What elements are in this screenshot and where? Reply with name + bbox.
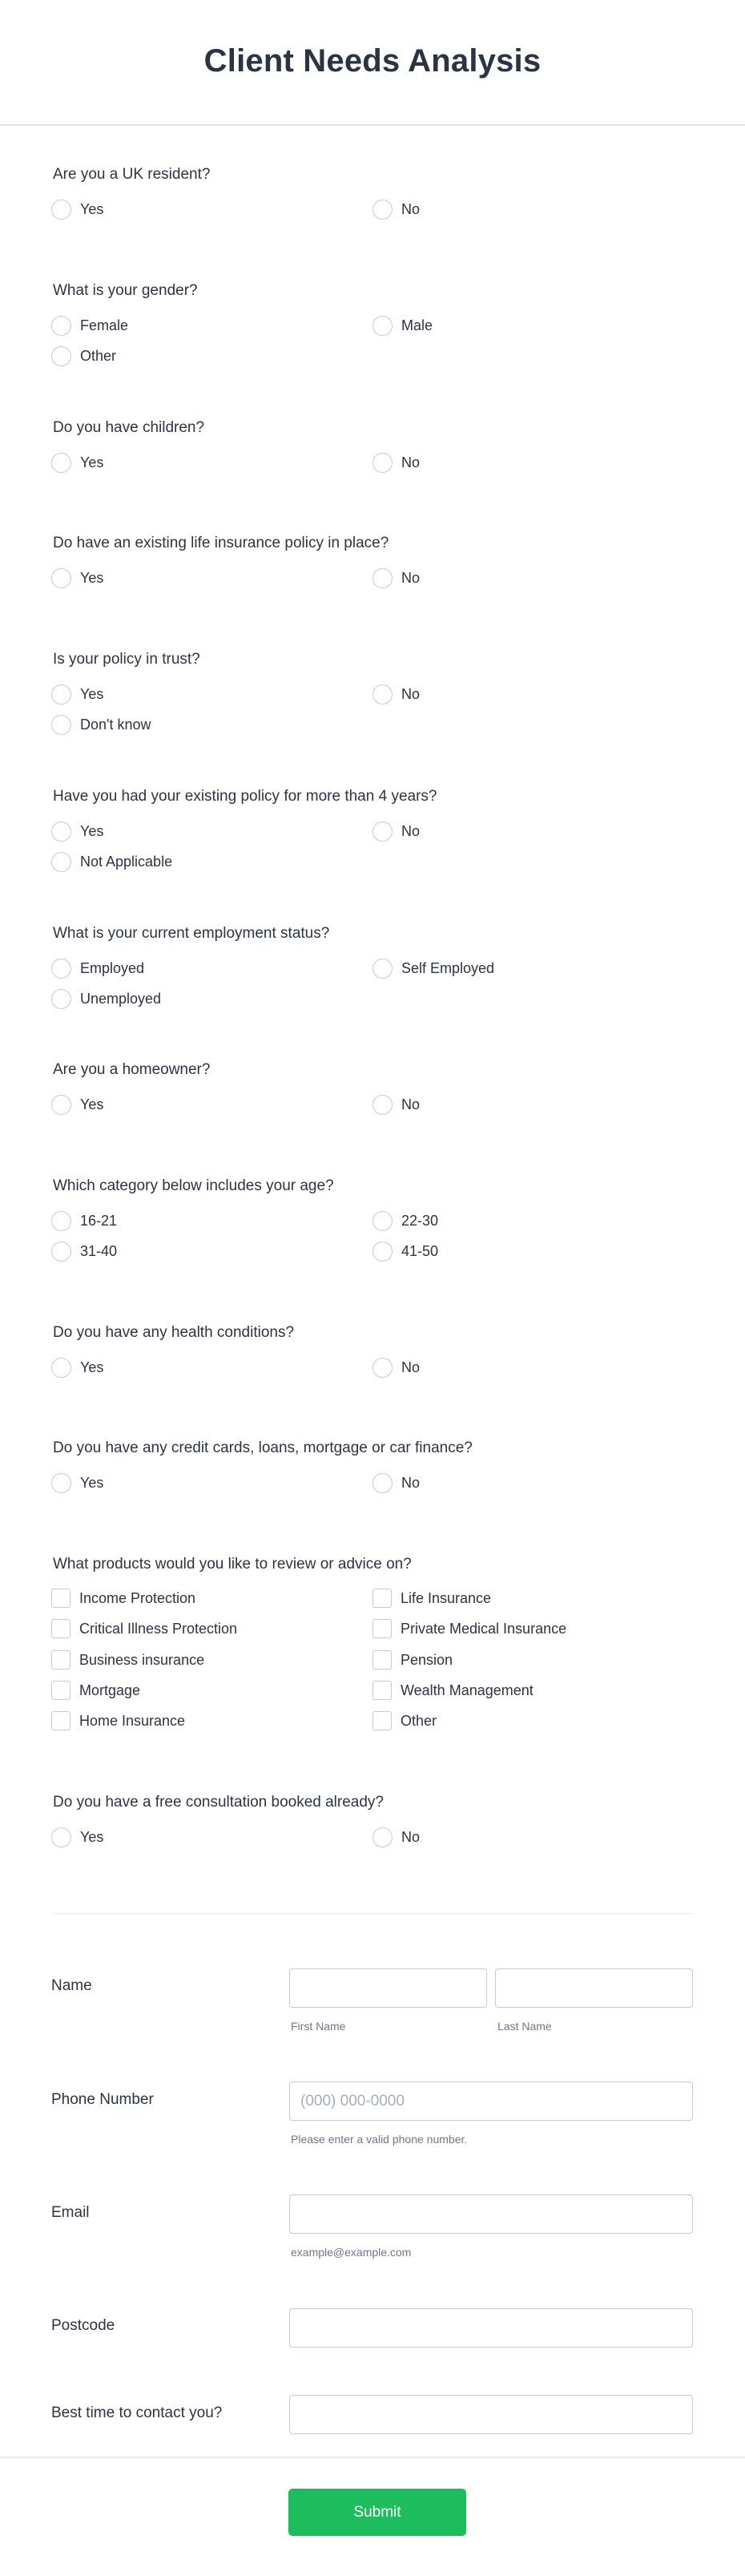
radio-homeowner-yes[interactable]: Yes	[51, 1094, 103, 1115]
checkbox-business-insurance[interactable]: Business insurance	[51, 1649, 204, 1670]
radio-circle-icon[interactable]	[51, 822, 71, 842]
checkbox-square-icon[interactable]	[372, 1619, 392, 1638]
radio-credit-no[interactable]: No	[372, 1472, 420, 1493]
radio-children-yes[interactable]: Yes	[51, 452, 103, 473]
radio-children-no[interactable]: No	[372, 452, 420, 473]
question-uk-resident-label: Are you a UK resident?	[53, 166, 211, 183]
email-input[interactable]	[289, 2194, 693, 2234]
radio-credit-yes[interactable]: Yes	[51, 1472, 103, 1493]
radio-policy-age-no[interactable]: No	[372, 821, 420, 842]
radio-circle-icon[interactable]	[51, 1095, 71, 1115]
footer-divider	[0, 2457, 745, 2458]
checkbox-critical-illness[interactable]: Critical Illness Protection	[51, 1618, 237, 1639]
radio-circle-icon[interactable]	[372, 316, 393, 336]
radio-consultation-no[interactable]: No	[372, 1827, 420, 1847]
radio-health-no[interactable]: No	[372, 1357, 420, 1378]
question-employment-label: What is your current employment status?	[53, 925, 330, 942]
radio-policy-age-yes[interactable]: Yes	[51, 821, 103, 842]
page-title: Client Needs Analysis	[203, 43, 542, 79]
radio-circle-icon[interactable]	[372, 1095, 393, 1115]
radio-circle-icon[interactable]	[372, 1211, 393, 1231]
checkbox-square-icon[interactable]	[372, 1681, 392, 1700]
radio-circle-icon[interactable]	[372, 684, 393, 705]
first-name-sublabel: First Name	[291, 2020, 346, 2033]
postcode-input[interactable]	[289, 2308, 693, 2348]
email-label: Email	[51, 2204, 90, 2221]
radio-circle-icon[interactable]	[372, 822, 393, 842]
question-children-label: Do you have children?	[53, 419, 205, 436]
phone-help-text: Please enter a valid phone number.	[291, 2133, 468, 2146]
radio-circle-icon[interactable]	[372, 1827, 393, 1847]
radio-circle-icon[interactable]	[51, 852, 71, 872]
postcode-label: Postcode	[51, 2317, 115, 2334]
checkbox-square-icon[interactable]	[51, 1650, 70, 1670]
question-existing-policy-label: Do have an existing life insurance policy in place?	[53, 535, 389, 551]
radio-health-yes[interactable]: Yes	[51, 1357, 103, 1378]
header-divider	[0, 124, 745, 126]
checkbox-square-icon[interactable]	[51, 1681, 70, 1700]
radio-circle-icon[interactable]	[372, 568, 393, 588]
question-homeowner-label: Are you a homeowner?	[53, 1061, 211, 1078]
radio-policy-trust-no[interactable]: No	[372, 684, 420, 705]
radio-circle-icon[interactable]	[51, 1211, 71, 1231]
radio-age-16-21[interactable]: 16-21	[51, 1210, 117, 1231]
question-health-label: Do you have any health conditions?	[53, 1324, 295, 1341]
radio-uk-resident-yes[interactable]: Yes	[51, 199, 103, 220]
radio-circle-icon[interactable]	[51, 1473, 71, 1493]
checkbox-square-icon[interactable]	[51, 1711, 70, 1730]
radio-consultation-yes[interactable]: Yes	[51, 1827, 103, 1847]
radio-circle-icon[interactable]	[51, 1242, 71, 1262]
radio-circle-icon[interactable]	[372, 1358, 393, 1378]
question-policy-trust-label: Is your policy in trust?	[53, 651, 200, 668]
radio-circle-icon[interactable]	[51, 1358, 71, 1378]
checkbox-other[interactable]: Other	[372, 1710, 437, 1731]
radio-circle-icon[interactable]	[51, 715, 71, 735]
best-time-label: Best time to contact you?	[51, 2404, 223, 2421]
radio-employment-employed[interactable]: Employed	[51, 958, 144, 979]
radio-policy-age-not-applicable[interactable]: Not Applicable	[51, 851, 172, 872]
radio-gender-other[interactable]: Other	[51, 345, 116, 366]
question-credit-label: Do you have any credit cards, loans, mortgage or car finance?	[53, 1439, 473, 1456]
radio-uk-resident-no[interactable]: No	[372, 199, 420, 220]
radio-gender-female[interactable]: Female	[51, 315, 128, 336]
radio-circle-icon[interactable]	[51, 989, 71, 1009]
phone-label: Phone Number	[51, 2091, 154, 2108]
radio-circle-icon[interactable]	[372, 453, 393, 473]
radio-circle-icon[interactable]	[372, 1242, 393, 1262]
radio-age-31-40[interactable]: 31-40	[51, 1241, 117, 1262]
best-time-input[interactable]	[289, 2395, 693, 2434]
radio-circle-icon[interactable]	[51, 1827, 71, 1847]
checkbox-home-insurance[interactable]: Home Insurance	[51, 1710, 185, 1731]
last-name-sublabel: Last Name	[497, 2020, 552, 2033]
radio-circle-icon[interactable]	[51, 453, 71, 473]
question-gender-label: What is your gender?	[53, 282, 198, 299]
name-label: Name	[51, 1977, 92, 1994]
radio-circle-icon[interactable]	[51, 200, 71, 220]
radio-employment-unemployed[interactable]: Unemployed	[51, 988, 161, 1009]
radio-circle-icon[interactable]	[51, 684, 71, 705]
checkbox-square-icon[interactable]	[372, 1650, 392, 1670]
radio-employment-self-employed[interactable]: Self Employed	[372, 958, 494, 979]
radio-circle-icon[interactable]	[372, 1473, 393, 1493]
first-name-input[interactable]	[289, 1968, 487, 2008]
question-products-label: What products would you like to review or advice on?	[53, 1556, 412, 1573]
radio-circle-icon[interactable]	[51, 316, 71, 336]
radio-policy-trust-yes[interactable]: Yes	[51, 684, 103, 705]
radio-existing-policy-yes[interactable]: Yes	[51, 567, 103, 588]
checkbox-square-icon[interactable]	[51, 1619, 70, 1638]
checkbox-life-insurance[interactable]: Life Insurance	[372, 1588, 491, 1609]
radio-policy-trust-dont-know[interactable]: Don't know	[51, 714, 151, 735]
radio-gender-male[interactable]: Male	[372, 315, 433, 336]
checkbox-square-icon[interactable]	[372, 1589, 392, 1608]
email-help-text: example@example.com	[291, 2246, 412, 2259]
last-name-input[interactable]	[495, 1968, 693, 2008]
checkbox-wealth-management[interactable]: Wealth Management	[372, 1680, 534, 1701]
question-consultation-label: Do you have a free consultation booked already?	[53, 1794, 384, 1811]
section-divider	[53, 1913, 693, 1914]
checkbox-pension[interactable]: Pension	[372, 1649, 453, 1670]
radio-age-41-50[interactable]: 41-50	[372, 1241, 438, 1262]
checkbox-square-icon[interactable]	[372, 1711, 392, 1730]
radio-age-22-30[interactable]: 22-30	[372, 1210, 438, 1231]
submit-button[interactable]: Submit	[288, 2489, 466, 2536]
radio-circle-icon[interactable]	[51, 346, 71, 366]
radio-existing-policy-no[interactable]: No	[372, 567, 420, 588]
checkbox-income-protection[interactable]: Income Protection	[51, 1588, 195, 1609]
radio-homeowner-no[interactable]: No	[372, 1094, 420, 1115]
checkbox-mortgage[interactable]: Mortgage	[51, 1680, 140, 1701]
radio-circle-icon[interactable]	[51, 568, 71, 588]
checkbox-square-icon[interactable]	[51, 1589, 70, 1608]
phone-input[interactable]	[289, 2081, 693, 2121]
question-age-label: Which category below includes your age?	[53, 1177, 334, 1194]
radio-circle-icon[interactable]	[372, 959, 393, 979]
question-policy-age-label: Have you had your existing policy for more than 4 years?	[53, 788, 437, 805]
checkbox-private-medical[interactable]: Private Medical Insurance	[372, 1618, 566, 1639]
radio-circle-icon[interactable]	[372, 200, 393, 220]
radio-circle-icon[interactable]	[51, 959, 71, 979]
